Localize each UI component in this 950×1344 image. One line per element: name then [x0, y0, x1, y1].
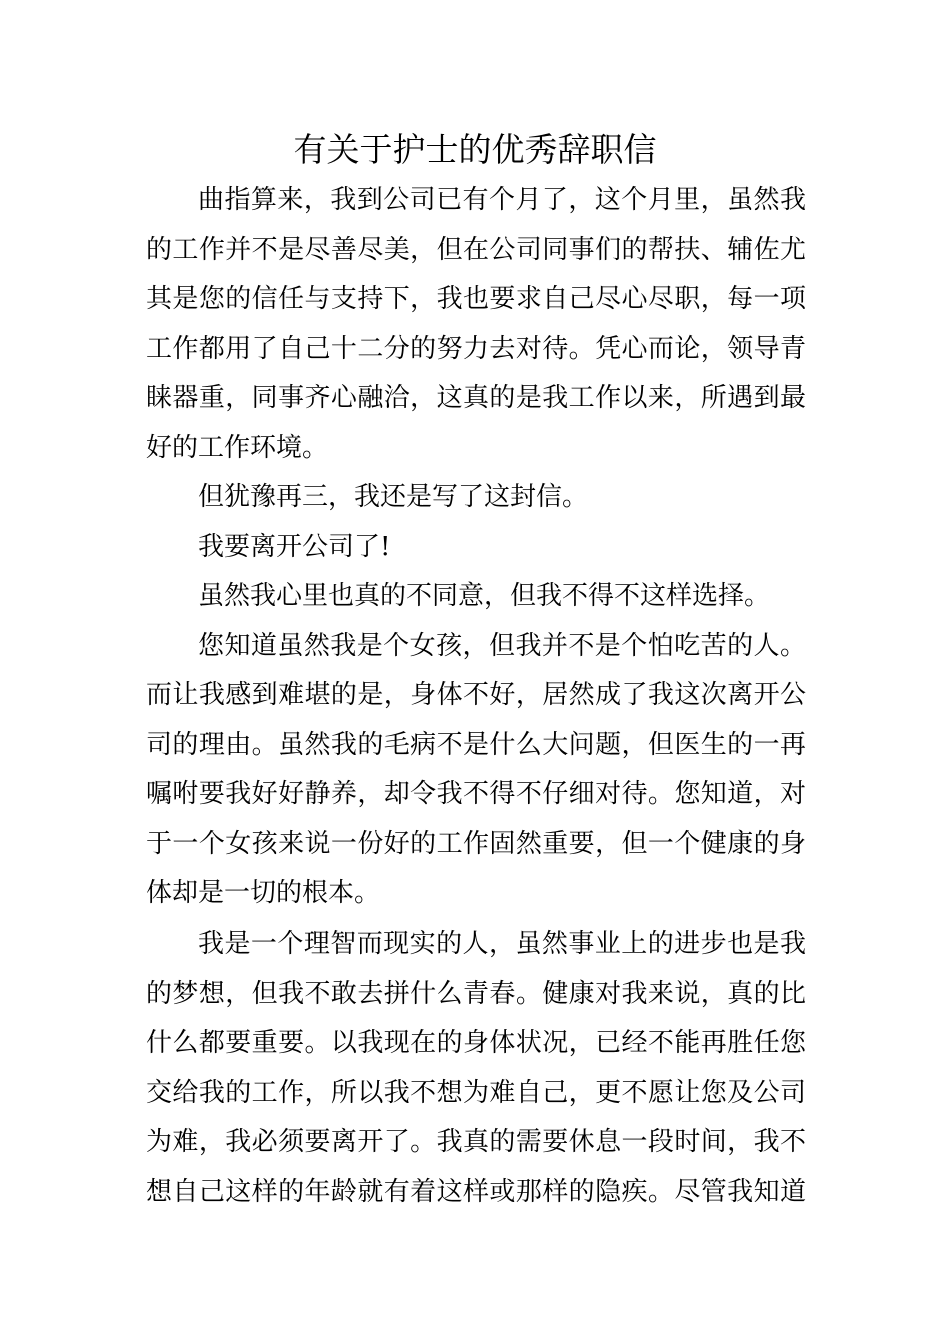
text-line: 的梦想，但我不敢去拼什么青春。健康对我来说，真的比 [146, 979, 806, 1009]
text-line: 我要离开公司了! [198, 532, 391, 562]
text-line: 的工作并不是尽善尽美，但在公司同事们的帮扶、辅佐尤 [146, 235, 806, 265]
text-line: 好的工作环境。 [146, 433, 329, 463]
text-line: 虽然我心里也真的不同意，但我不得不这样选择。 [198, 581, 771, 611]
text-line: 于一个女孩来说一份好的工作固然重要，但一个健康的身 [146, 829, 806, 859]
text-line: 其是您的信任与支持下，我也要求自己尽心尽职，每一项 [146, 284, 806, 314]
text-line: 睐器重，同事齐心融洽，这真的是我工作以来，所遇到最 [146, 383, 806, 413]
text-line: 工作都用了自己十二分的努力去对待。凭心而论，领导青 [146, 334, 806, 364]
document-title: 有关于护士的优秀辞职信 [293, 130, 657, 169]
text-line: 什么都要重要。以我现在的身体状况，已经不能再胜任您 [146, 1028, 806, 1058]
text-line: 但犹豫再三，我还是写了这封信。 [198, 482, 589, 512]
text-line: 交给我的工作，所以我不想为难自己，更不愿让您及公司 [146, 1078, 806, 1108]
text-line: 嘱咐要我好好静养，却令我不得不仔细对待。您知道，对 [146, 779, 806, 809]
text-line: 想自己这样的年龄就有着这样或那样的隐疾。尽管我知道 [146, 1177, 806, 1207]
text-line: 为难，我必须要离开了。我真的需要休息一段时间，我不 [146, 1127, 806, 1157]
text-line: 您知道虽然我是个女孩，但我并不是个怕吃苦的人。 [198, 631, 806, 661]
text-line: 司的理由。虽然我的毛病不是什么大问题，但医生的一再 [146, 730, 806, 760]
text-line: 而让我感到难堪的是，身体不好，居然成了我这次离开公 [146, 680, 806, 710]
text-line: 我是一个理智而现实的人，虽然事业上的进步也是我 [198, 929, 806, 959]
text-line: 体却是一切的根本。 [146, 878, 381, 908]
text-line: 曲指算来，我到公司已有个月了，这个月里，虽然我 [198, 185, 806, 215]
